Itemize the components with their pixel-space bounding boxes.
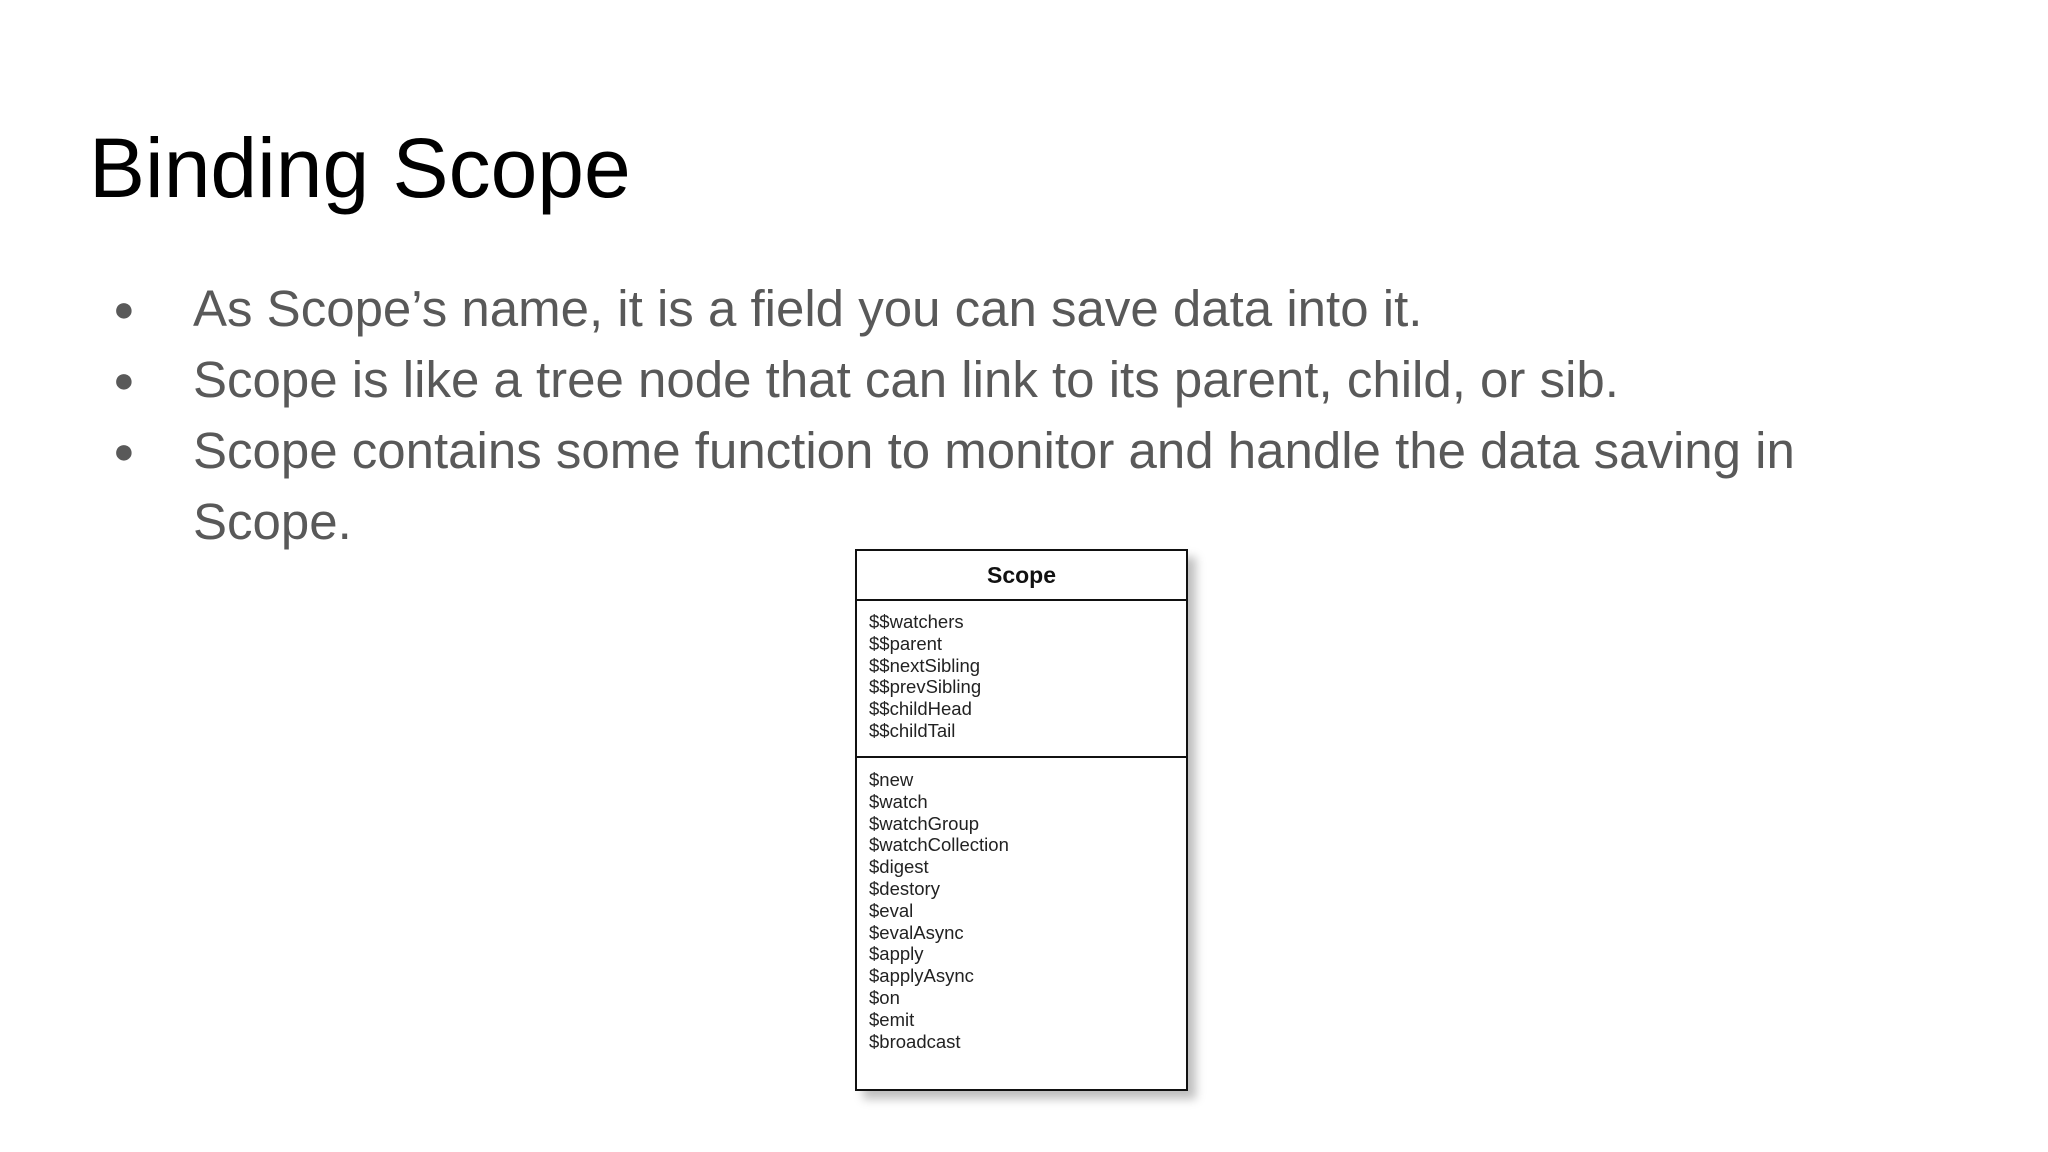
bullet-item [0,344,1900,415]
bullet-dot-icon: ● [113,430,135,471]
uml-method: $watchCollection [869,834,1009,856]
slide-title: Binding Scope [89,121,631,215]
uml-field: $$childHead [869,698,972,720]
uml-field: $$watchers [869,611,964,632]
uml-field: $$childTail [869,719,956,741]
uml-class-diagram [855,549,1188,1091]
uml-method: $emit [869,1008,915,1030]
uml-method: $new [869,769,914,790]
uml-method: $apply [869,943,924,965]
uml-method: $watch [869,790,928,812]
uml-method: $evalAsync [869,921,964,943]
uml-method: $eval [869,899,914,921]
bullet-dot-icon: ● [113,359,135,400]
bullet-list [0,273,1900,557]
bullet-text: Scope contains some function to monitor and handle the data saving in Scope. [193,422,1795,550]
uml-method: $on [869,986,900,1008]
uml-method: $watchGroup [869,812,980,834]
uml-method: $applyAsync [869,965,974,987]
uml-field: $$nextSibling [869,654,981,676]
uml-field: $$prevSibling [869,676,982,698]
uml-class-name: Scope [857,551,1186,601]
bullet-item [0,415,1900,557]
uml-field: $$parent [869,632,943,654]
bullet-text: Scope is like a tree node that can link to its parent, child, or sib. [193,351,1619,408]
uml-fields-section [857,601,1186,758]
bullet-dot-icon: ● [113,288,135,329]
uml-method: $destory [869,877,940,899]
uml-method: $digest [869,856,929,878]
bullet-item [0,273,1900,344]
uml-method: $broadcast [869,1030,961,1052]
uml-methods-section [857,758,1186,1052]
bullet-text: As Scope’s name, it is a field you can save data into it. [193,280,1423,337]
